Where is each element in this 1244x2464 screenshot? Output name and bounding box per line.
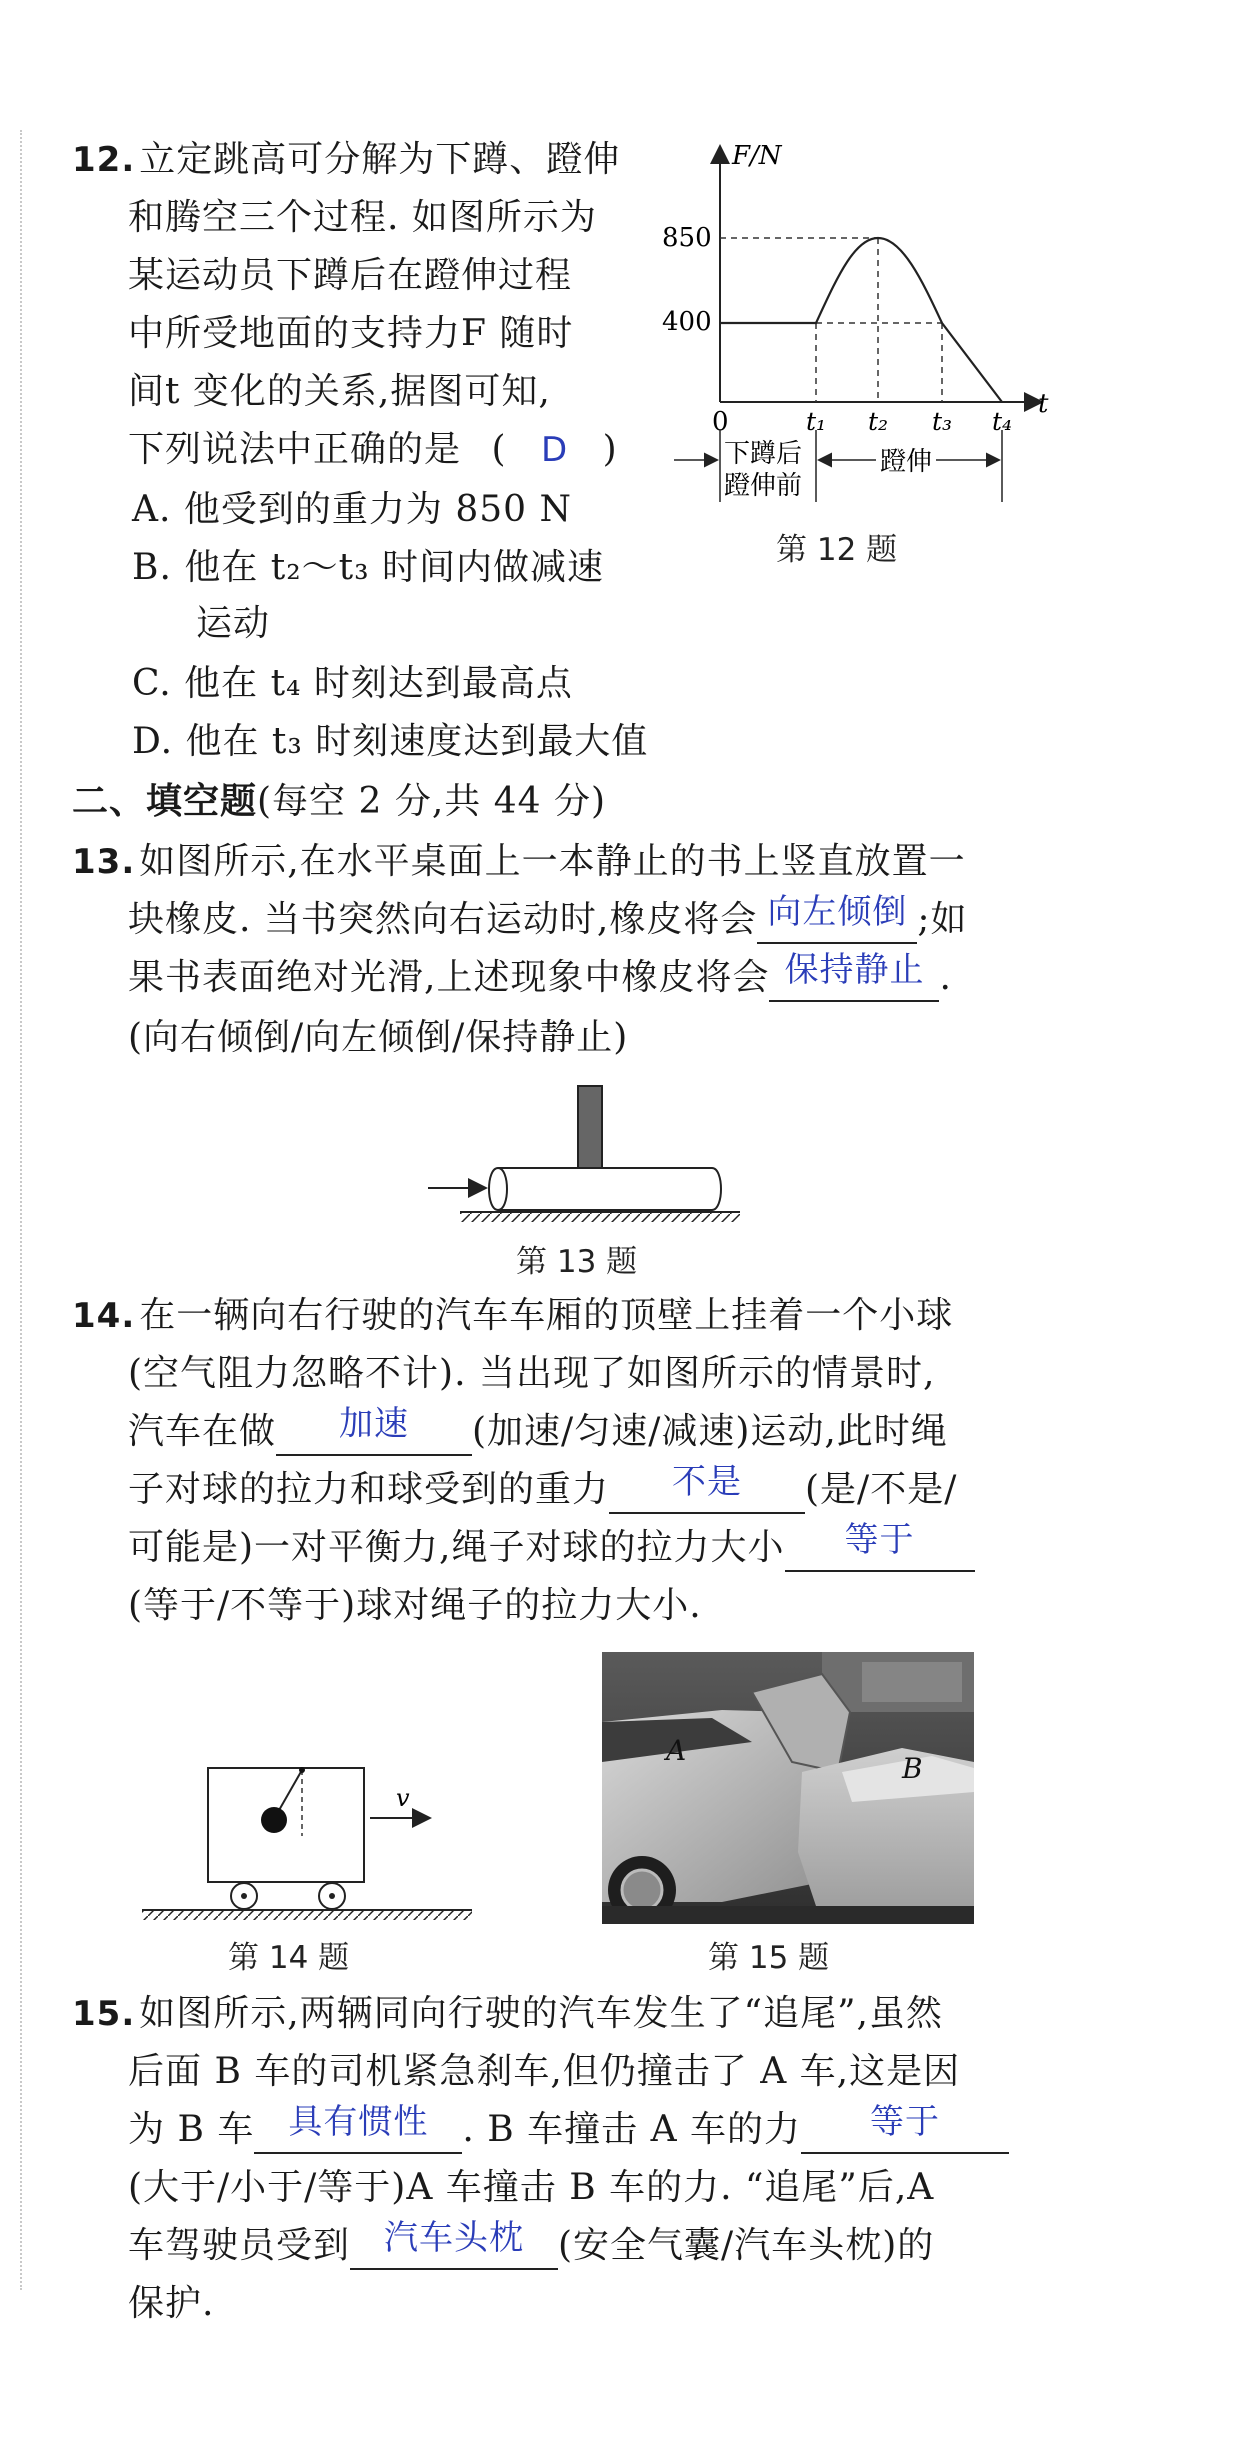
y-axis-label: F/N: [732, 141, 782, 171]
x-axis-label: t: [1038, 389, 1049, 419]
x-tick-t4: t₄: [992, 407, 1013, 436]
eraser: [578, 1086, 602, 1168]
q12-line-6: 下列说法中正确的是 ( D ): [128, 429, 618, 470]
force-curve: [720, 238, 1002, 402]
q14-blank-1: 加速: [276, 1412, 472, 1456]
x-tick-t3: t₃: [932, 407, 953, 436]
velocity-label: v: [396, 1784, 410, 1812]
q15-blank-3: 汽车头枕: [350, 2226, 558, 2270]
q15-line-4: (大于/小于/等于)A 车撞击 B 车的力. “追尾”后,A: [128, 2167, 935, 2208]
ball: [261, 1807, 287, 1833]
section-2-header: [72, 780, 606, 824]
q14-number: 14.: [72, 1296, 136, 1336]
q12-option-b-cont: 运动: [196, 603, 271, 644]
q13-caption: 第 13 题: [516, 1244, 638, 1280]
q15-line-3: 为 B 车 具有惯性 . B 车撞击 A 车的力 等于: [128, 2108, 1009, 2154]
q14-line-5: 可能是)一对平衡力,绳子对球的拉力大小 等于: [128, 1526, 975, 1572]
q12-answer: D: [540, 430, 569, 470]
q14-blank-2: 不是: [609, 1470, 805, 1514]
q15-line-1: 15. 如图所示,两辆同向行驶的汽车发生了“追尾”,虽然: [72, 1993, 943, 2034]
q14-line-1: 14. 在一辆向右行驶的汽车车厢的顶壁上挂着一个小球: [72, 1295, 954, 1336]
q12-line-2: 和腾空三个过程. 如图所示为: [128, 197, 597, 238]
q12-option-b: B. 他在 t₂～t₃ 时间内做减速: [132, 547, 605, 588]
q13-number: 13.: [72, 842, 136, 882]
q12-line-5: 间t 变化的关系,据图可知,: [128, 371, 551, 412]
y-tick-400: 400: [662, 307, 712, 337]
phase1-label-line1: 下蹲后: [724, 439, 803, 469]
q12-option-d: D. 他在 t₃ 时刻速度达到最大值: [132, 721, 649, 762]
rear-end-collision-photo: [602, 1652, 974, 1924]
q15-blank-2: 等于: [801, 2110, 1009, 2154]
q15-line-5: 车驾驶员受到 汽车头枕 (安全气囊/汽车头枕)的: [128, 2224, 934, 2270]
q12-option-c: C. 他在 t₄ 时刻达到最高点: [132, 663, 573, 704]
q13-blank-2: 保持静止: [769, 958, 939, 1002]
q12-line-4: 中所受地面的支持力F 随时: [128, 313, 574, 354]
phase2-label: 蹬伸: [880, 447, 933, 477]
q14-line-2: (空气阻力忽略不计). 当出现了如图所示的情景时,: [128, 1353, 936, 1394]
q15-caption: 第 15 题: [708, 1940, 830, 1976]
car-pendulum-diagram: [138, 1756, 478, 1926]
book: [489, 1168, 721, 1210]
q13-line-1: 13. 如图所示,在水平桌面上一本静止的书上竖直放置一: [72, 841, 966, 882]
q14-caption: 第 14 题: [228, 1940, 350, 1976]
q13-line-3: 果书表面绝对光滑,上述现象中橡皮将会 保持静止 .: [128, 956, 952, 1002]
q13-line-4: (向右倾倒/向左倾倒/保持静止): [128, 1017, 629, 1058]
q12-caption: 第 12 题: [776, 532, 898, 568]
q15-line-2: 后面 B 车的司机紧急刹车,但仍撞击了 A 车,这是因: [128, 2051, 961, 2092]
q12-line-1: 12. 立定跳高可分解为下蹲、蹬伸: [72, 139, 621, 180]
y-tick-850: 850: [662, 223, 712, 253]
q13-line-2: 块橡皮. 当书突然向右运动时,橡皮将会 向左倾倒 ;如: [128, 898, 967, 944]
phase1-label-line2: 蹬伸前: [724, 471, 803, 501]
table-hatching: [460, 1212, 740, 1222]
ground-hatching: [142, 1910, 472, 1920]
margin-dotted-line: [20, 130, 24, 2290]
section-2-note: (每空 2 分,共 44 分): [257, 781, 607, 822]
q12-option-a: A. 他受到的重力为 850 N: [132, 489, 572, 530]
q14-blank-3: 等于: [785, 1528, 975, 1572]
q15-number: 15.: [72, 1994, 136, 2034]
q13-blank-1: 向左倾倒: [757, 900, 917, 944]
x-tick-t1: t₁: [806, 407, 827, 436]
book-eraser-diagram: [420, 1074, 750, 1224]
x-tick-t2: t₂: [868, 407, 889, 436]
origin-label: 0: [712, 407, 729, 437]
car-b-label: B: [902, 1752, 923, 1785]
q14-line-4: 子对球的拉力和球受到的重力 不是 (是/不是/: [128, 1468, 957, 1514]
car-a-label: A: [666, 1734, 687, 1767]
section-2-title: 二、填空题: [72, 781, 258, 822]
q12-number: 12.: [72, 140, 136, 180]
q12-line-3: 某运动员下蹲后在蹬伸过程: [128, 255, 573, 296]
q14-line-3: 汽车在做 加速 (加速/匀速/减速)运动,此时绳: [128, 1410, 948, 1456]
q14-line-6: (等于/不等于)球对绳子的拉力大小.: [128, 1585, 702, 1626]
hook-dot: [299, 1767, 305, 1773]
force-time-chart: [640, 130, 1060, 510]
q15-blank-1: 具有惯性: [254, 2110, 462, 2154]
q15-line-6: 保护.: [128, 2283, 215, 2324]
